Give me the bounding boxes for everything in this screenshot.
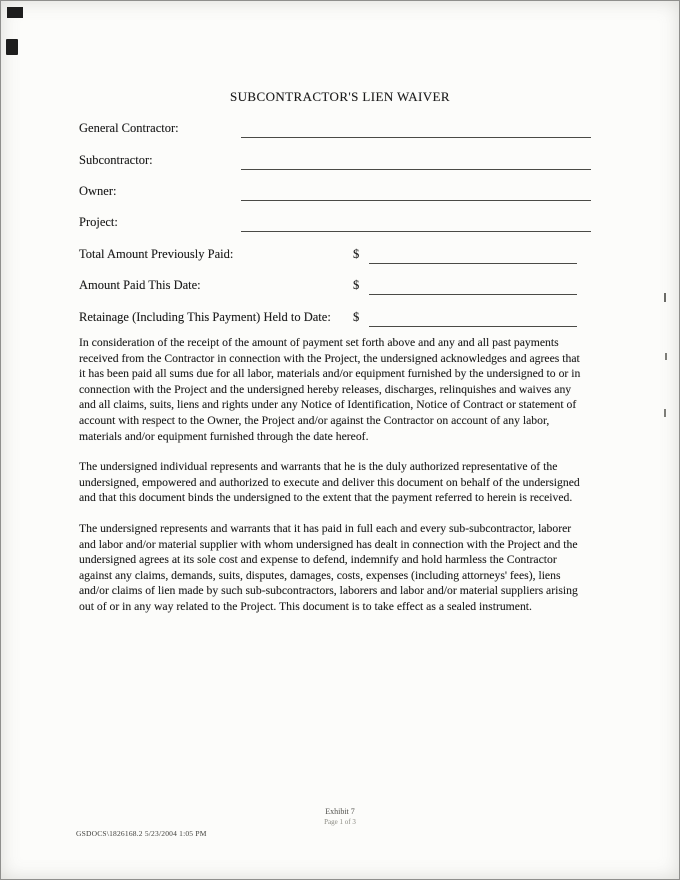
field-label: Total Amount Previously Paid:	[79, 247, 234, 261]
field-label: Owner:	[79, 184, 117, 198]
blank-line	[369, 263, 577, 264]
field-row-retainage	[79, 310, 591, 328]
body-text	[79, 335, 587, 630]
field-label: General Contractor:	[79, 121, 179, 135]
blank-line	[241, 169, 591, 170]
field-row-subcontractor	[79, 153, 591, 171]
dollar-sign: $	[353, 278, 360, 292]
paragraph-authority: The undersigned individual represents and warrants that he is the duly authorized representative of the undersigned, empowered and authorized to execute and deliver this document on behalf of the undersigned and that this document binds the undersigned to the extent that the payment referred to herein is received.	[79, 460, 580, 505]
blank-line	[369, 326, 577, 327]
scan-artifact	[6, 39, 18, 55]
paragraph-indemnity: The undersigned represents and warrants that it has paid in full each and every sub-subcontractor, laborer and labor and/or material supplier with whom undersigned has dealt in connection with the Project and the undersigned agrees at its sole cost and expense to defend, indemnify and hold harmless the Contractor against any claims, demands, suits, disputes, damages, costs, expenses (including attorneys' fees), liens and/or claims of lien made by such sub-subcontractors, laborers and labor and/or material suppliers arising out of or in any way related to the Project. This document is to take effect as a sealed instrument.	[79, 521, 578, 613]
document-id-stamp: GSDOCS\1826168.2 5/23/2004 1:05 PM	[76, 829, 207, 838]
blank-line	[241, 231, 591, 232]
blank-line	[241, 137, 591, 138]
document-title: SUBCONTRACTOR'S LIEN WAIVER	[230, 89, 450, 104]
blank-line	[241, 200, 591, 201]
field-label: Subcontractor:	[79, 153, 153, 167]
field-row-project	[79, 215, 591, 233]
scan-artifact	[665, 353, 667, 360]
field-row-total-previously-paid	[79, 247, 591, 265]
scan-artifact	[664, 293, 666, 302]
blank-line	[369, 294, 577, 295]
page-number: Page 1 of 3	[324, 818, 356, 826]
field-label: Project:	[79, 215, 118, 229]
field-row-general-contractor	[79, 121, 591, 139]
field-label: Amount Paid This Date:	[79, 278, 201, 292]
field-row-owner	[79, 184, 591, 202]
dollar-sign: $	[353, 310, 360, 324]
scan-artifact	[664, 409, 666, 417]
dollar-sign: $	[353, 247, 360, 261]
paragraph-release: In consideration of the receipt of the amount of payment set forth above and any and all past payments received from the Contractor in connection with the Project, the undersigned acknowledges and agrees that it has been paid all sums due for all labor, materials and/or equipment furnished by the undersigned to or in connection with the Project and the undersigned hereby releases, discharges, relinquishes and waives any and all claims, suits, liens and rights under any Notice of Identification, Notice of Contract or statement of account with respect to the Owner, the Project and/or against the Contractor on account of any labor, materials and/or equipment furnished through the date hereof.	[79, 336, 581, 443]
field-label: Retainage (Including This Payment) Held to Date:	[79, 310, 331, 324]
field-row-amount-paid-this-date	[79, 278, 591, 296]
exhibit-label: Exhibit 7	[325, 807, 355, 816]
scan-artifact	[7, 7, 23, 18]
